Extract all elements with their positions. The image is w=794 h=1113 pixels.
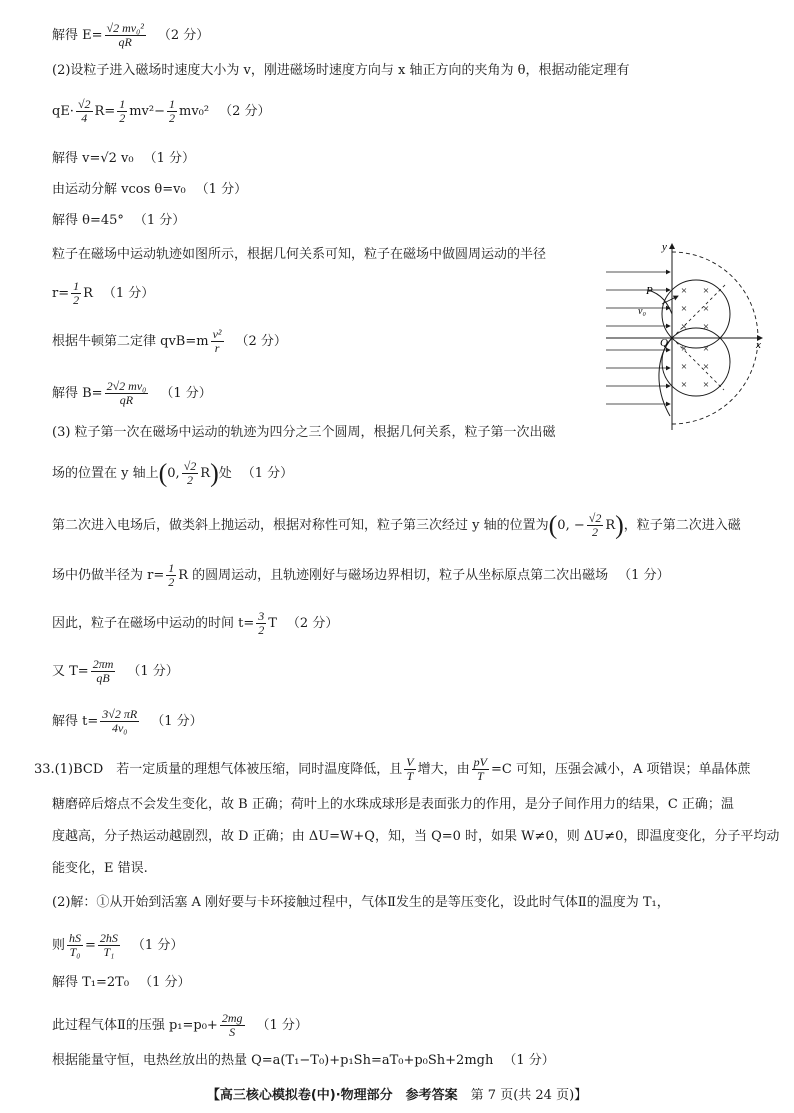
svg-text:×: ×	[702, 379, 710, 391]
svg-text:×: ×	[702, 343, 710, 355]
solution-line: 第二次进入电场后，做类斜上抛运动，根据对称性可知，粒子第三次经过 y 轴的位置为(0, − $\frac{√2}{2}$ R)，粒子第二次进入磁	[52, 510, 741, 540]
footer-title: 【高三核心模拟卷(中)·物理部分 参考答案	[206, 1088, 458, 1103]
fraction: $\frac{√2}{4}$	[77, 97, 91, 125]
solution-line: (2)解：①从开始到活塞 A 刚好要与卡环接触过程中，气体Ⅱ发生的是等压变化，设此时气体Ⅱ的温度为 T₁，	[52, 895, 670, 910]
solution-line: (3) 粒子第一次在磁场中运动的轨迹为四分之三个圆周，根据几何关系，粒子第一次出磁	[52, 425, 556, 440]
solution-line: 则 $\frac{hS}{\text{T₀}}$ = $\frac{2hS}{\text{T₁}}$ （1 分）	[52, 931, 184, 959]
svg-text:×: ×	[680, 285, 688, 297]
solution-line: 由运动分解 vcos θ=v₀ （1 分）	[52, 182, 248, 197]
score-label: （2 分）	[219, 104, 271, 119]
geometry-guide	[672, 338, 724, 390]
y-axis-label: y	[662, 241, 667, 253]
solution-line: 解得 θ=45° （1 分）	[52, 213, 186, 228]
velocity-arrow	[662, 296, 678, 304]
fraction: $\frac{1}{2}$	[119, 97, 126, 125]
svg-text:×: ×	[680, 303, 688, 315]
solution-line: 解得 t= $\frac{3√2 \pi R}{\text{4v₀}}$ （1 分）	[52, 707, 203, 735]
page-number: 第 7 页(共 24 页)】	[470, 1088, 588, 1103]
solution-line: 又 T= $\frac{2\pi m}{qB}$ （1 分）	[52, 657, 179, 685]
solution-line: 根据牛顿第二定律 qvB=m $\frac{\text{v²}}{r}$ （2 分）	[52, 327, 287, 355]
solution-line: 度越高，分子热运动越剧烈，故 D 正确；由 ΔU=W+Q，知，当 Q=0 时，如果 W≠0，则 ΔU≠0，即温度变化，分子平均动	[52, 829, 780, 844]
solution-line: 33.(1)BCD 若一定质量的理想气体被压缩，同时温度降低，且 $\frac{V}{T}$ 增大，由 $\frac{pV}{T}$ =C 可知，压强会减小，A 项错误；单晶体蔗	[34, 755, 751, 783]
point-p-label: P	[646, 285, 653, 297]
solution-line: r= $\frac{1}{2}$ R （1 分）	[52, 279, 155, 307]
solution-line: 因此，粒子在磁场中运动的时间 t= $\frac{3}{2}$ T （2 分）	[52, 609, 339, 637]
svg-text:×: ×	[680, 361, 688, 373]
score-label: （2 分）	[157, 28, 210, 43]
solution-line: (2)设粒子进入磁场时速度大小为 v，刚进磁场时速度方向与 x 轴正方向的夹角为 θ，根据动能定理有	[52, 63, 630, 78]
fraction: $\frac{\text{√2 mv₀²}}{qR}$	[106, 21, 144, 49]
fraction: $\frac{1}{2}$	[169, 97, 176, 125]
solution-line	[52, 22, 209, 49]
solution-line: 解得 v=√2 v₀ （1 分）	[52, 151, 196, 166]
svg-text:×: ×	[680, 321, 688, 333]
x-axis-label: x	[756, 339, 761, 351]
solution-line: qE· $\frac{√2}{4}$ R= $\frac{1}{2}$ mv²− $\frac{1}{2}$ mv₀² （2 分）	[52, 97, 271, 125]
solution-line: 场的位置在 y 轴上(0, $\frac{√2}{2}$ R)处 （1 分）	[52, 458, 294, 488]
solution-line: 场中仍做半径为 r= $\frac{1}{2}$ R 的圆周运动，且轨迹刚好与磁场边界相切，粒子从坐标原点第二次出磁场 （1 分）	[52, 561, 670, 589]
solution-line: 粒子在磁场中运动轨迹如图所示，根据几何关系可知，粒子在磁场中做圆周运动的半径	[52, 247, 547, 262]
trajectory-figure	[604, 238, 768, 434]
solution-line: 此过程气体Ⅱ的压强 p₁=p₀+ $\frac{2mg}{S}$ （1 分）	[52, 1011, 308, 1039]
svg-text:×: ×	[702, 361, 710, 373]
solution-line: 解得 B= $\frac{\text{2√2 mv₀}}{qR}$ （1 分）	[52, 379, 212, 407]
formula-text: 解得 E=	[52, 28, 103, 43]
svg-text:×: ×	[702, 303, 710, 315]
page-footer	[0, 1084, 794, 1103]
point-q-label: Q	[660, 337, 668, 349]
solution-line: 解得 T₁=2T₀ （1 分）	[52, 975, 191, 990]
svg-text:×: ×	[680, 379, 688, 391]
velocity-label: v₀	[638, 306, 646, 317]
solution-line: 糖磨碎后熔点不会发生变化，故 B 正确；荷叶上的水珠成球形是表面张力的作用，是分子间作用力的结果，C 正确；温	[52, 797, 734, 812]
solution-line: 根据能量守恒，电热丝放出的热量 Q=a(T₁−T₀)+p₁Sh=aT₀+p₀Sh+2mgh （1 分）	[52, 1053, 555, 1068]
svg-text:×: ×	[680, 343, 688, 355]
solution-line: 能变化，E 错误.	[52, 861, 148, 876]
svg-text:×: ×	[702, 321, 710, 333]
svg-text:×: ×	[702, 285, 710, 297]
